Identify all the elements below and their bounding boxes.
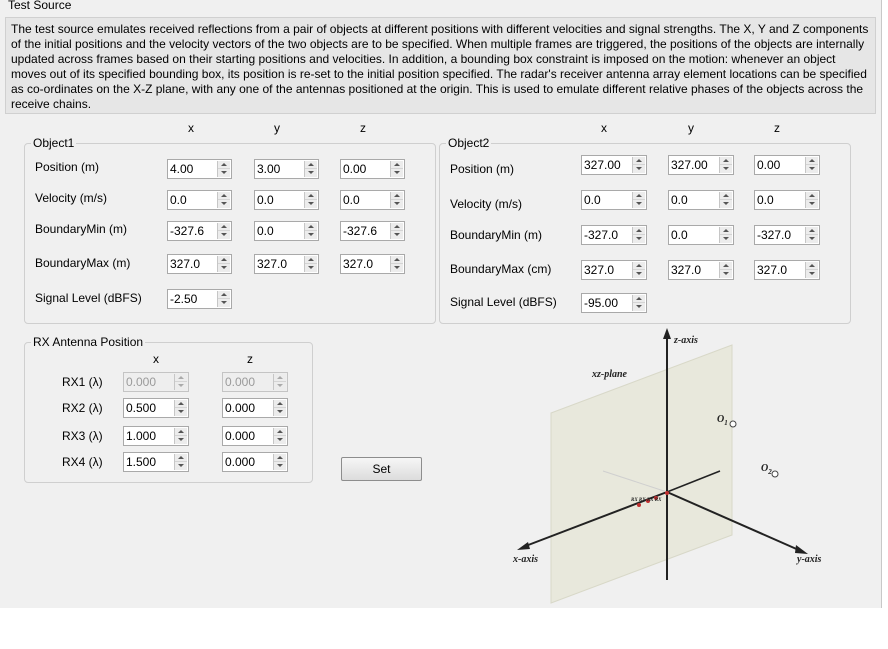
rx3-x[interactable]: 1.000 — [123, 426, 189, 446]
object1-col-y: y — [274, 121, 280, 135]
spin-down-button[interactable] — [633, 303, 645, 311]
spin-down-button[interactable] — [806, 270, 818, 278]
rx-col-x: x — [153, 352, 159, 366]
spin-up-button[interactable] — [633, 295, 645, 303]
rx4-x[interactable]: 1.500 — [123, 452, 189, 472]
object2-col-y: y — [688, 121, 694, 135]
rx-dot — [665, 491, 669, 495]
spin-down-button[interactable] — [274, 462, 286, 470]
rx1-z: 0.000 — [222, 372, 288, 392]
object2-position-z[interactable]: 0.00 — [754, 155, 820, 175]
rx-labels: RX RX RX RX — [631, 498, 662, 503]
x-axis-arrow — [517, 542, 530, 550]
object2-marker — [772, 471, 778, 477]
object1-position-x[interactable]: 4.00 — [167, 159, 232, 179]
spin-up-button[interactable] — [274, 428, 286, 436]
spin-down-button[interactable] — [391, 169, 403, 177]
spin-down-button[interactable] — [175, 462, 187, 470]
object2-boundarymax-y[interactable]: 327.0 — [668, 260, 734, 280]
spin-up-button[interactable] — [720, 157, 732, 165]
object1-boundarymax-x[interactable]: 327.0 — [167, 254, 232, 274]
object2-col-z: z — [774, 121, 780, 135]
object1-position-z[interactable]: 0.00 — [340, 159, 405, 179]
object2-position-x[interactable]: 327.00 — [581, 155, 647, 175]
spin-down-button[interactable] — [720, 200, 732, 208]
spin-down-button[interactable] — [391, 231, 403, 239]
o1-label: $O_1$ — [717, 414, 728, 427]
spin-down-button[interactable] — [633, 270, 645, 278]
spin-down-button[interactable] — [806, 165, 818, 173]
spin-down-button[interactable] — [806, 235, 818, 243]
spin-down-button[interactable] — [633, 235, 645, 243]
y-axis-arrow — [795, 545, 808, 554]
spin-down-button[interactable] — [218, 264, 230, 272]
coordinate-diagram — [505, 325, 835, 605]
spin-up-button[interactable] — [391, 161, 403, 169]
spin-up-button[interactable] — [274, 454, 286, 462]
spin-down-button[interactable] — [274, 436, 286, 444]
spin-down-button[interactable] — [305, 231, 317, 239]
object1-title: Object1 — [33, 136, 75, 150]
object2-boundarymax-z[interactable]: 327.0 — [754, 260, 820, 280]
spin-down-button[interactable] — [720, 235, 732, 243]
spin-up-button[interactable] — [218, 192, 230, 200]
object1-marker — [730, 421, 736, 427]
set-button[interactable]: Set — [341, 457, 422, 481]
rx4-z[interactable]: 0.000 — [222, 452, 288, 472]
object1-boundarymin-z[interactable]: -327.6 — [340, 221, 405, 241]
object1-velocity-y[interactable]: 0.0 — [254, 190, 319, 210]
object1-position-y[interactable]: 3.00 — [254, 159, 319, 179]
rx3-label: RX3 (λ) — [62, 429, 103, 443]
z-axis-label: z-axis — [674, 335, 698, 346]
xz-plane-surface — [551, 345, 732, 603]
object1-signal-level-label: Signal Level (dBFS) — [35, 291, 142, 305]
o2-label: $O_2$ — [761, 463, 772, 476]
rx-col-z: z — [247, 352, 253, 366]
object2-boundarymin-y[interactable]: 0.0 — [668, 225, 734, 245]
spin-up-button[interactable] — [633, 157, 645, 165]
object1-boundarymax-y[interactable]: 327.0 — [254, 254, 319, 274]
spin-up-button[interactable] — [720, 192, 732, 200]
object2-velocity-x[interactable]: 0.0 — [581, 190, 647, 210]
spin-up-button[interactable] — [218, 256, 230, 264]
object1-velocity-x[interactable]: 0.0 — [167, 190, 232, 210]
spin-up-button[interactable] — [175, 400, 187, 408]
object2-boundarymin-z[interactable]: -327.0 — [754, 225, 820, 245]
object2-boundarymax-x[interactable]: 327.0 — [581, 260, 647, 280]
test-source-title: Test Source — [8, 0, 72, 12]
object2-position-y[interactable]: 327.00 — [668, 155, 734, 175]
spin-up-button[interactable] — [806, 157, 818, 165]
spin-down-button[interactable] — [305, 264, 317, 272]
z-axis-arrow — [663, 328, 671, 339]
spin-up-button[interactable] — [305, 192, 317, 200]
rx-dot — [637, 503, 641, 507]
spin-down-button[interactable] — [720, 270, 732, 278]
spin-up-button[interactable] — [391, 256, 403, 264]
rx4-label: RX4 (λ) — [62, 455, 103, 469]
spin-down-button[interactable] — [720, 165, 732, 173]
object2-velocity-y[interactable]: 0.0 — [668, 190, 734, 210]
spin-down-button[interactable] — [175, 436, 187, 444]
object2-signal-level-label: Signal Level (dBFS) — [450, 295, 557, 309]
spin-down-button[interactable] — [218, 231, 230, 239]
spin-down-button[interactable] — [218, 169, 230, 177]
test-source-description: The test source emulates received reflections from a pair of objects at different positions with different velocities and signal strengths. The X, Y and Z components of the initial positions and the velocity vectors of the two objects are to be specified. When multiple frames are triggered, the positions of the objects are internally updated across frames based on their starting positions and velocities. In addition, a bounding box constraint is imposed on the motion: whenever an object moves out of its specified bounding box, its position is re-set to the initial position specified. The radar's receiver antenna array element locations can be specified as co-ordinates on the X-Z plane, with any one of the antennas positioned at the origin. This is used to emulate different relative phases of the objects across the receive chains. — [5, 17, 876, 114]
spin-up-button[interactable] — [218, 291, 230, 299]
x-axis-label: x-axis — [513, 554, 538, 565]
spin-down-button[interactable] — [806, 200, 818, 208]
object1-boundarymin-y[interactable]: 0.0 — [254, 221, 319, 241]
object2-signal-level[interactable]: -95.00 — [581, 293, 647, 313]
spin-down-button[interactable] — [305, 169, 317, 177]
spin-down-button[interactable] — [175, 408, 187, 416]
spin-up-button[interactable] — [720, 262, 732, 270]
object2-boundarymax-label: BoundaryMax (cm) — [450, 262, 552, 276]
spin-down-button[interactable] — [218, 200, 230, 208]
rx1-x: 0.000 — [123, 372, 189, 392]
spin-down-button[interactable] — [305, 200, 317, 208]
spin-down-button[interactable] — [391, 264, 403, 272]
spin-down-button[interactable] — [218, 299, 230, 307]
object2-boundarymin-label: BoundaryMin (m) — [450, 228, 543, 242]
spin-down-button[interactable] — [274, 408, 286, 416]
rx2-z[interactable]: 0.000 — [222, 398, 288, 418]
spin-up-button[interactable] — [218, 161, 230, 169]
object2-title: Object2 — [448, 136, 490, 150]
spin-up-button[interactable] — [305, 161, 317, 169]
object1-boundarymin-x[interactable]: -327.6 — [167, 221, 232, 241]
spin-down-button[interactable] — [391, 200, 403, 208]
spin-up-button[interactable] — [175, 454, 187, 462]
object2-velocity-z[interactable]: 0.0 — [754, 190, 820, 210]
spin-up-button[interactable] — [391, 223, 403, 231]
spin-up-button[interactable] — [633, 192, 645, 200]
spin-up-button[interactable] — [633, 227, 645, 235]
spin-up-button[interactable] — [175, 428, 187, 436]
spin-up-button[interactable] — [305, 223, 317, 231]
spin-up-button[interactable] — [806, 192, 818, 200]
object1-boundarymax-z[interactable]: 327.0 — [340, 254, 405, 274]
rx-antenna-title: RX Antenna Position — [33, 335, 144, 349]
rx1-label: RX1 (λ) — [62, 375, 103, 389]
spin-down-button[interactable] — [633, 200, 645, 208]
xz-plane-label: xz-plane — [592, 369, 627, 380]
object2-position-label: Position (m) — [450, 162, 515, 176]
object1-col-z: z — [360, 121, 366, 135]
spin-up-button[interactable] — [720, 227, 732, 235]
object1-signal-level[interactable]: -2.50 — [167, 289, 232, 309]
object1-boundarymax-label: BoundaryMax (m) — [35, 256, 131, 270]
rx2-x[interactable]: 0.500 — [123, 398, 189, 418]
rx2-label: RX2 (λ) — [62, 401, 103, 415]
object1-boundarymin-label: BoundaryMin (m) — [35, 222, 128, 236]
spin-up-button[interactable] — [305, 256, 317, 264]
object2-col-x: x — [601, 121, 607, 135]
spin-up-button[interactable] — [633, 262, 645, 270]
spin-up-button[interactable] — [806, 262, 818, 270]
spin-up-button[interactable] — [274, 400, 286, 408]
spin-up-button[interactable] — [218, 223, 230, 231]
spin-up-button[interactable] — [391, 192, 403, 200]
object2-velocity-label: Velocity (m/s) — [450, 197, 523, 211]
object2-boundarymin-x[interactable]: -327.0 — [581, 225, 647, 245]
y-axis-label: y-axis — [797, 554, 822, 565]
object1-velocity-label: Velocity (m/s) — [35, 191, 108, 205]
object1-position-label: Position (m) — [35, 160, 100, 174]
object1-col-x: x — [188, 121, 194, 135]
spin-down-button[interactable] — [633, 165, 645, 173]
spin-up-button[interactable] — [806, 227, 818, 235]
object1-velocity-z[interactable]: 0.0 — [340, 190, 405, 210]
rx3-z[interactable]: 0.000 — [222, 426, 288, 446]
